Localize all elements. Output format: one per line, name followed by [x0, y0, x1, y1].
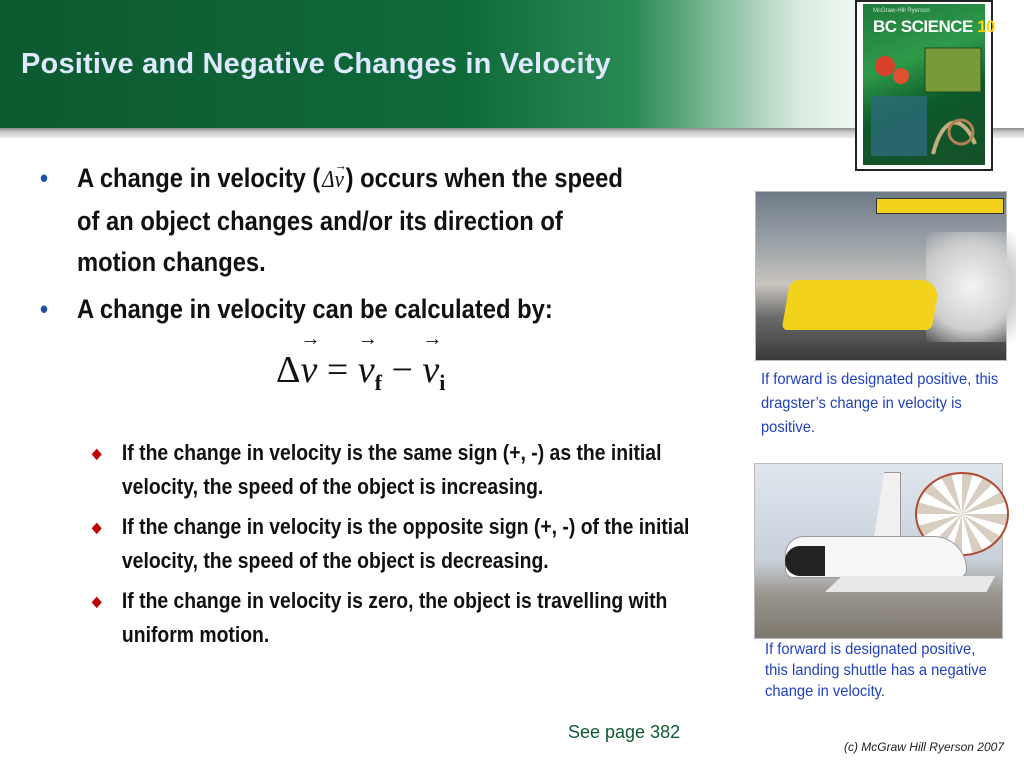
book-title-number: 10: [977, 17, 995, 36]
slide-title: Positive and Negative Changes in Velocity: [21, 48, 611, 80]
bullet-text: A change in velocity (: [76, 163, 321, 193]
sub-bullet-item: [92, 436, 699, 504]
shuttle-nose-shape: [785, 546, 825, 576]
diamond-bullet-icon: ◆: [92, 519, 102, 535]
sub-bullet-list: [92, 436, 699, 658]
shuttle-tail-shape: [873, 472, 901, 544]
bullet-text-cont: ) occurs when the speed of an object changes and/or its direction of motion changes.: [76, 163, 623, 277]
diamond-bullet-icon: ◆: [92, 445, 102, 461]
shuttle-wing-shape: [825, 576, 995, 592]
shuttle-photo: [754, 463, 1003, 639]
delta-v-inline: Δ→ v: [320, 167, 345, 193]
bullet-dot-icon: •: [40, 294, 49, 324]
book-title-main: BC SCIENCE: [873, 17, 978, 36]
bullet-dot-icon: •: [40, 163, 49, 193]
dragster-caption: If forward is designated positive, this dragster’s change in velocity is positive.: [761, 371, 999, 436]
sub-bullet-text: If the change in velocity is zero, the object is travelling with uniform motion.: [121, 588, 668, 647]
velocity-equation: [276, 348, 445, 396]
dragster-body-shape: [782, 280, 941, 330]
equation-sub-f: f: [374, 370, 382, 395]
book-cover-image: [855, 0, 993, 171]
equation-v: → v: [300, 348, 317, 392]
copyright-notice: (c) McGraw Hill Ryerson 2007: [843, 740, 1004, 754]
diamond-bullet-icon: ◆: [92, 593, 102, 609]
book-cover-collage-icon: [863, 4, 985, 165]
sub-bullet-item: [92, 584, 699, 652]
equation-delta: Δ: [276, 349, 301, 391]
book-cover-art: [863, 4, 995, 165]
sub-bullet-item: [92, 510, 699, 578]
sub-bullet-text: If the change in velocity is the same sign (+, -) as the initial velocity, the speed of the object is increasing.: [121, 440, 662, 499]
shuttle-caption: If forward is designated positive, this landing shuttle has a negative change in velocity.: [765, 641, 987, 700]
smoke-shape: [926, 232, 1016, 342]
book-publisher: McGraw-Hill Ryerson: [873, 8, 930, 14]
dragster-photo: [755, 191, 1007, 361]
sub-bullet-text: If the change in velocity is the opposite sign (+, -) of the initial velocity, the speed of the object is decreasing.: [121, 514, 690, 573]
equation-equals: =: [317, 349, 358, 391]
equation-v-initial: → v: [422, 348, 439, 392]
see-page-link[interactable]: See page 382: [568, 722, 681, 742]
equation-sub-i: i: [439, 370, 446, 395]
bullet-item: [40, 289, 647, 330]
bullet-text: A change in velocity can be calculated by:: [76, 294, 553, 324]
equation-v-final: → v: [358, 348, 375, 392]
bullet-item: [40, 158, 647, 283]
dragster-wing-shape: [876, 198, 1004, 214]
equation-minus: −: [381, 349, 423, 391]
main-bullet-list: [40, 158, 647, 336]
